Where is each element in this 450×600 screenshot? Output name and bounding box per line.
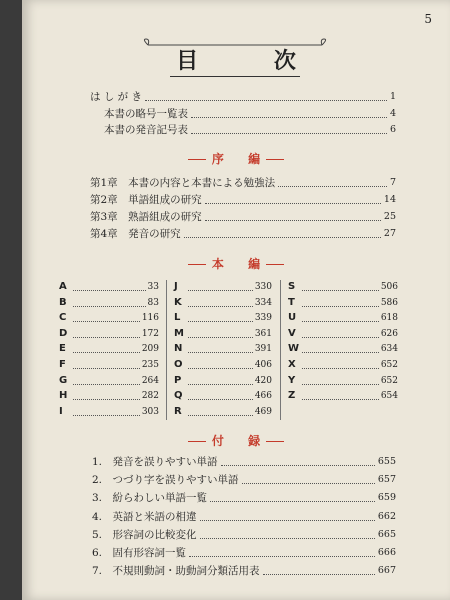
index-letter: E [59, 343, 66, 355]
index-letter: M [174, 327, 184, 339]
index-letter: O [174, 359, 183, 370]
entry-label: 第4章 発音の研究 [90, 228, 181, 240]
entry-page: 6 [389, 124, 396, 135]
leader-dots [302, 290, 379, 291]
entry-page: 27 [383, 228, 396, 239]
index-letter: A [59, 281, 67, 292]
index-page: 339 [254, 313, 272, 324]
leader-dots [242, 483, 375, 484]
index-letter: Y [288, 374, 296, 386]
leader-dots [191, 117, 387, 118]
index-entry-b[interactable] [59, 296, 159, 310]
book-page [22, 0, 450, 600]
index-entry-o[interactable] [174, 358, 272, 372]
index-letter: B [59, 296, 67, 308]
entry-label: 1. 発音を誤りやすい単語 [92, 456, 218, 468]
index-page: 618 [380, 313, 398, 324]
index-page: 652 [380, 360, 398, 370]
index-entry-w[interactable] [288, 342, 398, 356]
index-entry-l[interactable] [174, 311, 272, 325]
index-letter: W [288, 343, 300, 355]
column-divider [166, 280, 167, 420]
toc-entry-chapter-4[interactable] [90, 227, 396, 241]
toc-entry-chapter-3[interactable] [90, 210, 396, 224]
index-page: 33 [147, 282, 159, 292]
leader-dots [188, 290, 253, 291]
leader-dots [73, 306, 146, 307]
index-entry-g[interactable] [59, 374, 159, 388]
index-letter: C [59, 312, 67, 324]
toc-entry-appendix-4[interactable] [92, 510, 396, 524]
index-letter: P [174, 374, 182, 386]
index-letter: S [288, 281, 296, 292]
section-heading-jo: 序 編 [22, 150, 450, 167]
index-page: 264 [141, 375, 159, 386]
leader-dots [184, 237, 381, 238]
index-page: 634 [380, 344, 398, 355]
entry-label: 7. 不規則動詞・助動詞分類活用表 [92, 565, 260, 578]
toc-entry-appendix-6[interactable] [92, 546, 396, 560]
index-page: 209 [141, 344, 159, 355]
index-page: 406 [254, 360, 272, 370]
index-entry-n[interactable] [174, 342, 272, 356]
entry-label: 2. つづり字を誤りやすい単語 [92, 474, 239, 487]
index-page: 506 [380, 282, 398, 292]
index-letter: Q [174, 390, 183, 402]
index-letter: Z [288, 390, 296, 402]
entry-page: 666 [377, 547, 396, 558]
leader-dots [73, 399, 140, 400]
index-entry-r[interactable] [174, 405, 272, 419]
entry-label: 6. 固有形容詞一覧 [92, 547, 187, 559]
leader-dots [302, 399, 379, 400]
leader-dots [302, 352, 379, 353]
index-entry-k[interactable] [174, 296, 272, 310]
index-page: 172 [141, 328, 159, 339]
toc-entry-appendix-1[interactable] [92, 455, 396, 469]
entry-page: 1 [389, 91, 396, 102]
page-title: 目 次 [176, 48, 330, 74]
leader-dots [302, 384, 379, 385]
title-underline [170, 76, 300, 77]
index-entry-v[interactable] [288, 327, 398, 341]
entry-page: 25 [383, 211, 396, 222]
leader-dots [302, 306, 379, 307]
index-page: 303 [141, 406, 159, 417]
leader-dots [73, 321, 140, 322]
index-entry-p[interactable] [174, 374, 272, 388]
leader-dots [188, 306, 253, 307]
leader-dots [263, 574, 375, 575]
entry-label: 5. 形容詞の比較変化 [92, 528, 197, 541]
leader-dots [145, 100, 387, 101]
entry-page: 665 [377, 528, 396, 540]
leader-dots [73, 337, 140, 338]
leader-dots [73, 290, 146, 291]
index-letter: G [59, 374, 68, 386]
section-heading-furoku: 付 録 [22, 432, 450, 449]
entry-page: 655 [377, 456, 396, 467]
entry-label: は し が き [90, 91, 143, 103]
leader-dots [188, 415, 253, 416]
leader-dots [73, 352, 140, 353]
toc-entry-abbreviations[interactable] [104, 107, 396, 121]
index-entry-h[interactable] [59, 389, 159, 403]
index-page: 654 [380, 391, 398, 402]
index-page: 334 [254, 297, 272, 308]
index-page: 330 [254, 282, 272, 292]
index-entry-z[interactable] [288, 389, 398, 403]
leader-dots [188, 368, 253, 369]
index-letter: R [174, 405, 182, 417]
index-letter: U [288, 312, 297, 324]
index-letter: V [288, 327, 296, 339]
index-page: 626 [380, 328, 398, 339]
entry-page: 14 [383, 194, 396, 205]
index-page: 586 [380, 297, 398, 308]
leader-dots [302, 321, 379, 322]
index-page: 420 [254, 375, 272, 386]
toc-entry-appendix-7[interactable] [92, 564, 396, 578]
index-letter: N [174, 343, 183, 355]
index-letter: J [174, 281, 178, 292]
entry-label: 4. 英語と米語の相違 [92, 510, 197, 523]
index-entry-a[interactable] [59, 280, 159, 294]
index-page: 83 [147, 297, 159, 308]
leader-dots [210, 501, 375, 502]
column-divider [280, 280, 281, 420]
index-entry-u[interactable] [288, 311, 398, 325]
index-letter: H [59, 390, 68, 402]
index-entry-m[interactable] [174, 327, 272, 341]
entry-label: 第1章 本書の内容と本書による勉強法 [90, 177, 276, 189]
index-letter: D [59, 327, 68, 339]
leader-dots [73, 368, 140, 369]
entry-page: 7 [389, 177, 396, 188]
toc-entry-appendix-3[interactable] [92, 491, 396, 505]
leader-dots [205, 220, 381, 221]
entry-page: 4 [389, 108, 396, 119]
index-entry-i[interactable] [59, 405, 159, 419]
index-letter: I [59, 405, 63, 417]
index-page: 466 [254, 391, 272, 402]
leader-dots [200, 520, 375, 521]
toc-entry-appendix-5[interactable] [92, 528, 396, 542]
entry-label: 本書の略号一覧表 [104, 108, 188, 120]
leader-dots [73, 384, 140, 385]
index-entry-d[interactable] [59, 327, 159, 341]
index-entry-c[interactable] [59, 311, 159, 325]
entry-label: 本書の発音記号表 [104, 124, 188, 136]
entry-page: 659 [377, 492, 396, 504]
leader-dots [189, 556, 375, 557]
leader-dots [188, 399, 253, 400]
index-letter: X [288, 359, 296, 370]
leader-dots [188, 384, 253, 385]
index-entry-t[interactable] [288, 296, 398, 310]
index-letter: L [174, 312, 181, 324]
index-letter: T [288, 296, 295, 308]
index-entry-f[interactable] [59, 358, 159, 372]
page-number: 5 [424, 12, 432, 26]
leader-dots [200, 538, 375, 539]
leader-dots [302, 337, 379, 338]
toc-entry-appendix-2[interactable] [92, 473, 396, 487]
leader-dots [221, 465, 375, 466]
index-page: 469 [254, 406, 272, 417]
toc-entry-chapter-2[interactable] [90, 193, 396, 207]
index-page: 391 [254, 344, 272, 355]
index-entry-s[interactable] [288, 280, 398, 294]
leader-dots [188, 321, 253, 322]
index-entry-j[interactable] [174, 280, 272, 294]
entry-page: 657 [377, 474, 396, 486]
index-letter: F [59, 359, 66, 370]
section-heading-hon: 本 編 [22, 255, 450, 272]
leader-dots [278, 186, 387, 187]
leader-dots [302, 368, 379, 369]
leader-dots [188, 352, 253, 353]
entry-page: 667 [377, 565, 396, 577]
index-page: 116 [141, 313, 159, 324]
entry-label: 第3章 熟語組成の研究 [90, 211, 202, 223]
index-page: 282 [141, 391, 159, 402]
toc-entry-chapter-1[interactable] [90, 176, 396, 190]
index-entry-x[interactable] [288, 358, 398, 372]
index-page: 235 [141, 360, 159, 370]
index-page: 361 [254, 328, 272, 339]
index-entry-e[interactable] [59, 342, 159, 356]
entry-page: 662 [377, 510, 396, 522]
leader-dots [191, 133, 387, 134]
leader-dots [73, 415, 140, 416]
toc-entry-phonetics[interactable] [104, 123, 396, 137]
index-entry-q[interactable] [174, 389, 272, 403]
entry-label: 3. 紛らわしい単語一覧 [92, 492, 208, 505]
entry-label: 第2章 単語組成の研究 [90, 194, 202, 206]
leader-dots [205, 203, 381, 204]
index-entry-y[interactable] [288, 374, 398, 388]
toc-entry-preface[interactable] [90, 90, 396, 104]
index-letter: K [174, 296, 182, 308]
index-page: 652 [380, 375, 398, 386]
leader-dots [188, 337, 253, 338]
